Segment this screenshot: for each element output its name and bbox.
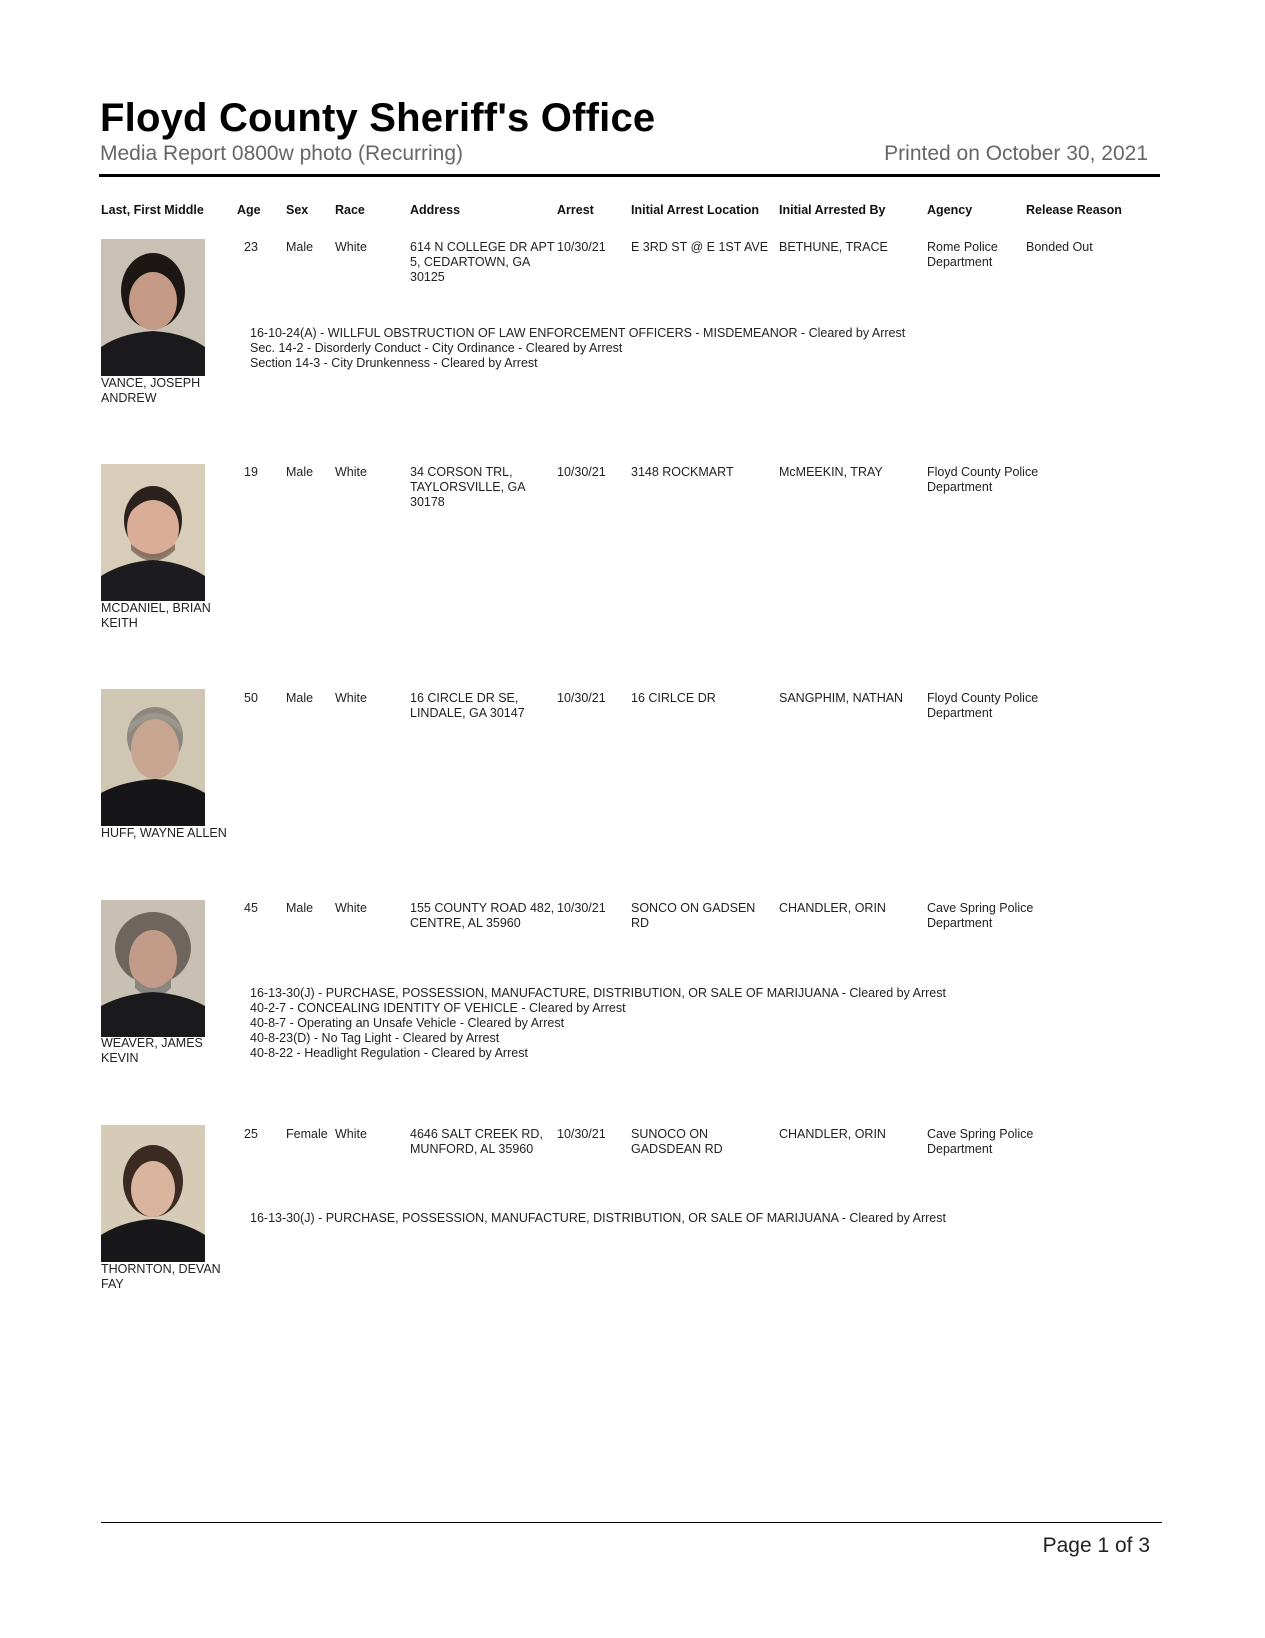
charges-list: [250, 326, 905, 371]
arrest-location: SUNOCO ON GADSDEAN RD: [631, 1127, 723, 1156]
mugshot-image: [101, 900, 205, 1037]
charge-line: Sec. 14-2 - Disorderly Conduct - City Ordinance - Cleared by Arrest: [250, 341, 623, 355]
person-address: 34 CORSON TRL, TAYLORSVILLE, GA 30178: [410, 465, 525, 509]
arresting-agency: Rome Police Department: [927, 240, 998, 269]
person-sex: Male: [286, 901, 314, 915]
person-race: White: [335, 1127, 367, 1141]
arrest-date: 10/30/21: [557, 240, 606, 254]
person-sex: Male: [286, 240, 314, 254]
person-address: 614 N COLLEGE DR APT 5, CEDARTOWN, GA 30125: [410, 240, 555, 284]
column-header-release: Release Reason: [1026, 203, 1122, 217]
mugshot-image: [101, 689, 205, 826]
mugshot-photo: [101, 689, 205, 826]
person-age: 19: [244, 465, 258, 479]
column-header-race: Race: [335, 203, 365, 217]
arrest-date: 10/30/21: [557, 465, 606, 479]
charge-line: 40-8-23(D) - No Tag Light - Cleared by Arrest: [250, 1031, 500, 1045]
charge-line: 40-8-7 - Operating an Unsafe Vehicle - Cleared by Arrest: [250, 1016, 565, 1030]
report-title: Floyd County Sheriff's Office: [100, 96, 656, 140]
column-header-name: Last, First Middle: [101, 203, 204, 217]
mugshot-photo: [101, 1125, 205, 1262]
arresting-agency: Floyd County Police Department: [927, 691, 1039, 720]
person-address: 16 CIRCLE DR SE, LINDALE, GA 30147: [410, 691, 525, 720]
person-sex: Female: [286, 1127, 328, 1141]
charges-list: [250, 986, 946, 1061]
charge-line: 40-2-7 - CONCEALING IDENTITY OF VEHICLE - Cleared by Arrest: [250, 1001, 626, 1015]
column-header-arrested-by: Initial Arrested By: [779, 203, 886, 217]
person-address: 4646 SALT CREEK RD, MUNFORD, AL 35960: [410, 1127, 543, 1156]
column-header-arrest: Arrest: [557, 203, 594, 217]
page-number: Page 1 of 3: [1042, 1534, 1150, 1557]
column-header-age: Age: [237, 203, 261, 217]
person-race: White: [335, 691, 367, 705]
arrest-location: SONCO ON GADSEN RD: [631, 901, 756, 930]
person-name: WEAVER, JAMES KEVIN: [101, 1036, 203, 1065]
person-name: MCDANIEL, BRIAN KEITH: [101, 601, 211, 630]
arresting-officer: McMEEKIN, TRAY: [779, 465, 883, 479]
person-age: 25: [244, 1127, 258, 1141]
column-header-address: Address: [410, 203, 461, 217]
mugshot-image: [101, 1125, 205, 1262]
mugshot-photo: [101, 900, 205, 1037]
person-name: VANCE, JOSEPH ANDREW: [101, 376, 201, 405]
person-race: White: [335, 465, 367, 479]
arrest-date: 10/30/21: [557, 901, 606, 915]
person-age: 45: [244, 901, 258, 915]
release-reason: Bonded Out: [1026, 240, 1093, 254]
arresting-agency: Floyd County Police Department: [927, 465, 1039, 494]
person-race: White: [335, 901, 367, 915]
arresting-officer: SANGPHIM, NATHAN: [779, 691, 904, 705]
column-header-sex: Sex: [286, 203, 309, 217]
column-header-location: Initial Arrest Location: [631, 203, 760, 217]
arresting-officer: CHANDLER, ORIN: [779, 901, 886, 915]
mugshot-photo: [101, 239, 205, 376]
charge-line: 16-10-24(A) - WILLFUL OBSTRUCTION OF LAW ENFORCEMENT OFFICERS - MISDEMEANOR - Cleared by Arrest: [250, 326, 906, 340]
person-race: White: [335, 240, 367, 254]
report-subtitle: Media Report 0800w photo (Recurring): [100, 142, 464, 165]
column-header-agency: Agency: [927, 203, 973, 217]
arresting-agency: Cave Spring Police Department: [927, 1127, 1034, 1156]
header-rule: [99, 174, 1160, 177]
charge-line: Section 14-3 - City Drunkenness - Cleared by Arrest: [250, 356, 538, 370]
mugshot-image: [101, 464, 205, 601]
arrest-location: 16 CIRLCE DR: [631, 691, 716, 705]
arresting-officer: CHANDLER, ORIN: [779, 1127, 886, 1141]
person-name: HUFF, WAYNE ALLEN: [101, 826, 227, 840]
person-name: THORNTON, DEVAN FAY: [101, 1262, 221, 1291]
person-age: 23: [244, 240, 258, 254]
arrest-location: 3148 ROCKMART: [631, 465, 734, 479]
person-sex: Male: [286, 465, 314, 479]
charges-list: [250, 1211, 946, 1226]
person-sex: Male: [286, 691, 314, 705]
arresting-officer: BETHUNE, TRACE: [779, 240, 888, 254]
mugshot-image: [101, 239, 205, 376]
person-address: 155 COUNTY ROAD 482, CENTRE, AL 35960: [410, 901, 555, 930]
charge-line: 16-13-30(J) - PURCHASE, POSSESSION, MANUFACTURE, DISTRIBUTION, OR SALE OF MARIJUANA - Cleared by Arrest: [250, 1211, 946, 1225]
printed-date: Printed on October 30, 2021: [884, 142, 1148, 165]
person-age: 50: [244, 691, 258, 705]
arrest-date: 10/30/21: [557, 691, 606, 705]
arrest-date: 10/30/21: [557, 1127, 606, 1141]
arrest-location: E 3RD ST @ E 1ST AVE: [631, 240, 769, 254]
charge-line: 16-13-30(J) - PURCHASE, POSSESSION, MANUFACTURE, DISTRIBUTION, OR SALE OF MARIJUANA - Cleared by Arrest: [250, 986, 946, 1000]
mugshot-photo: [101, 464, 205, 601]
footer-rule: [101, 1522, 1162, 1523]
charge-line: 40-8-22 - Headlight Regulation - Cleared by Arrest: [250, 1046, 528, 1060]
arresting-agency: Cave Spring Police Department: [927, 901, 1034, 930]
